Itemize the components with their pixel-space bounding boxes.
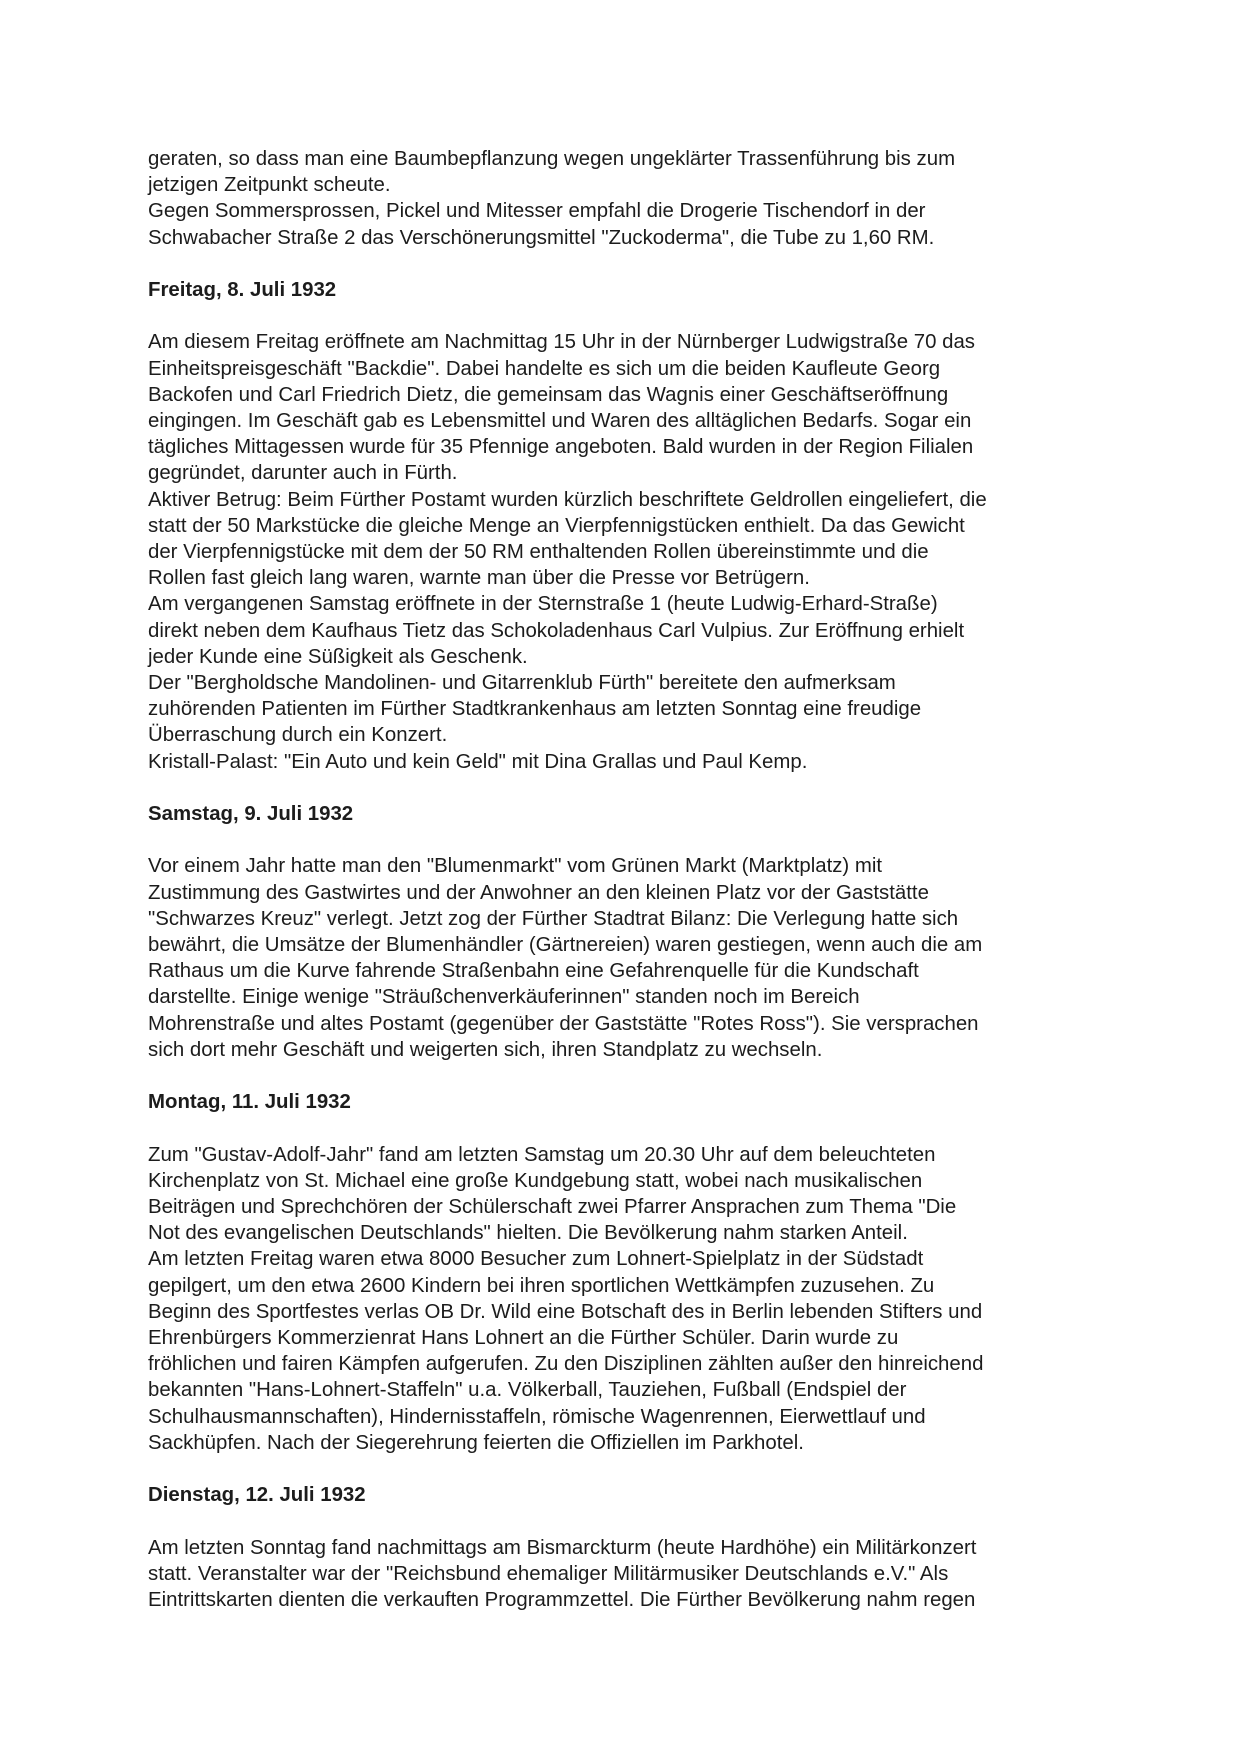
paragraph xyxy=(148,329,1108,486)
text-line: gepilgert, um den etwa 2600 Kindern bei ihren sportlichen Wettkämpfen zuzusehen. Zu xyxy=(148,1274,935,1297)
text-line: Gegen Sommersprossen, Pickel und Mitesser empfahl die Drogerie Tischendorf in der xyxy=(148,200,926,223)
text-line: eingingen. Im Geschäft gab es Lebensmittel und Waren des alltäglichen Bedarfs. Sogar ein xyxy=(148,410,972,432)
text-line: bekannten "Hans-Lohnert-Staffeln" u.a. Völkerball, Tauziehen, Fußball (Endspiel der xyxy=(148,1379,907,1402)
text-line: fröhlichen und fairen Kämpfen aufgerufen. Zu den Disziplinen zählten außer den hinreichend xyxy=(148,1353,984,1376)
date-heading: Samstag, 9. Juli 1932 xyxy=(148,803,354,826)
text-line: Not des evangelischen Deutschlands" hielten. Die Bevölkerung nahm starken Anteil. xyxy=(148,1222,908,1245)
paragraph xyxy=(148,1535,1108,1614)
text-line: zuhörenden Patienten im Fürther Stadtkrankenhaus am letzten Sonntag eine freudige xyxy=(148,698,922,721)
text-line: bewährt, die Umsätze der Blumenhändler (Gärtnereien) waren gestiegen, wenn auch die am xyxy=(148,934,983,957)
text-line: sich dort mehr Geschäft und weigerten sich, ihren Standplatz zu wechseln. xyxy=(148,1038,823,1061)
paragraph xyxy=(148,487,1108,592)
text-line: Schulhausmannschaften), Hindernisstaffeln, römische Wagenrennen, Eierwettlauf und xyxy=(148,1405,926,1428)
text-line: gegründet, darunter auch in Fürth. xyxy=(148,462,458,485)
text-line: Zum "Gustav-Adolf-Jahr" fand am letzten Samstag um 20.30 Uhr auf dem beleuchteten xyxy=(148,1143,936,1166)
paragraph xyxy=(148,1246,1108,1456)
text-line: Der "Bergholdsche Mandolinen- und Gitarrenklub Fürth" bereitete den aufmerksam xyxy=(148,672,896,695)
text-line: Vor einem Jahr hatte man den "Blumenmarkt" vom Grünen Markt (Marktplatz) mit xyxy=(148,855,883,878)
text-line: Kirchenplatz von St. Michael eine große Kundgebung statt, wobei nach musikalischen xyxy=(148,1169,923,1192)
date-heading: Montag, 11. Juli 1932 xyxy=(148,1091,351,1114)
text-line: Eintrittskarten dienten die verkauften Programmzettel. Die Fürther Bevölkerung nahm regen xyxy=(148,1589,976,1612)
text-line: Beiträgen und Sprechchören der Schülerschaft zwei Pfarrer Ansprachen zum Thema "Die xyxy=(148,1196,957,1219)
text-line: Am vergangenen Samstag eröffnete in der Sternstraße 1 (heute Ludwig-Erhard-Straße) xyxy=(148,593,938,616)
text-line: tägliches Mittagessen wurde für 35 Pfennige angeboten. Bald wurden in der Region Filialen xyxy=(148,436,974,459)
text-line: Rathaus um die Kurve fahrende Straßenbahn eine Gefahrenquelle für die Kundschaft xyxy=(148,960,919,983)
text-line: Aktiver Betrug: Beim Fürther Postamt wurden kürzlich beschriftete Geldrollen eingeliefert, die xyxy=(148,488,987,511)
text-line: Backofen und Carl Friedrich Dietz, die gemeinsam das Wagnis einer Geschäftseröffnung xyxy=(148,383,949,406)
text-line: statt der 50 Markstücke die gleiche Menge an Vierpfennigstücken enthielt. Da das Gewicht xyxy=(148,514,965,537)
document-section xyxy=(148,1456,1108,1613)
text-line: Am letzten Sonntag fand nachmittags am Bismarckturm (heute Hardhöhe) ein Militärkonzert xyxy=(148,1536,977,1559)
text-line: Rollen fast gleich lang waren, warnte man über die Presse vor Betrügern. xyxy=(148,567,810,590)
document-page xyxy=(148,146,1108,1613)
text-line: statt. Veranstalter war der "Reichsbund ehemaliger Militärmusiker Deutschlands e.V." Als xyxy=(148,1562,949,1585)
paragraph xyxy=(148,670,1108,749)
text-line: darstellte. Einige wenige "Sträußchenverkäuferinnen" standen noch im Bereich xyxy=(148,986,860,1009)
text-line: Zustimmung des Gastwirtes und der Anwohner an den kleinen Platz vor der Gaststätte xyxy=(148,881,929,904)
paragraph xyxy=(148,146,1108,198)
text-line: der Vierpfennigstücke mit dem der 50 RM enthaltenden Rollen übereinstimmte und die xyxy=(148,541,929,564)
text-line: geraten, so dass man eine Baumbepflanzung wegen ungeklärter Trassenführung bis zum xyxy=(148,148,956,170)
document-section xyxy=(148,1063,1108,1456)
text-line: Ehrenbürgers Kommerzienrat Hans Lohnert an die Fürther Schüler. Darin wurde zu xyxy=(148,1327,899,1350)
paragraph xyxy=(148,853,1108,1063)
text-line: Überraschung durch ein Konzert. xyxy=(148,724,448,747)
text-line: Am diesem Freitag eröffnete am Nachmittag 15 Uhr in der Nürnberger Ludwigstraße 70 das xyxy=(148,331,975,354)
text-line: Schwabacher Straße 2 das Verschönerungsmittel "Zuckoderma", die Tube zu 1,60 RM. xyxy=(148,226,935,249)
text-line: jeder Kunde eine Süßigkeit als Geschenk. xyxy=(148,645,528,668)
paragraph xyxy=(148,1142,1108,1247)
text-line: Einheitspreisgeschäft "Backdie". Dabei handelte es sich um die beiden Kaufleute Georg xyxy=(148,357,941,380)
date-heading: Freitag, 8. Juli 1932 xyxy=(148,279,337,301)
text-line: Kristall-Palast: "Ein Auto und kein Geld" mit Dina Grallas und Paul Kemp. xyxy=(148,750,808,773)
text-line: "Schwarzes Kreuz" verlegt. Jetzt zog der Fürther Stadtrat Bilanz: Die Verlegung hatte sich xyxy=(148,907,959,930)
document-section xyxy=(148,146,1108,251)
document-section xyxy=(148,775,1108,1063)
text-line: Beginn des Sportfestes verlas OB Dr. Wild eine Botschaft des in Berlin lebenden Stifters und xyxy=(148,1300,983,1323)
document-section xyxy=(148,251,1108,775)
text-line: jetzigen Zeitpunkt scheute. xyxy=(148,174,391,197)
paragraph xyxy=(148,198,1108,250)
text-line: Am letzten Freitag waren etwa 8000 Besucher zum Lohnert-Spielplatz in der Südstadt xyxy=(148,1248,924,1271)
text-line: Sackhüpfen. Nach der Siegerehrung feierten die Offiziellen im Parkhotel. xyxy=(148,1431,804,1454)
date-heading: Dienstag, 12. Juli 1932 xyxy=(148,1484,366,1507)
paragraph xyxy=(148,749,1108,775)
text-line: direkt neben dem Kaufhaus Tietz das Schokoladenhaus Carl Vulpius. Zur Eröffnung erhielt xyxy=(148,619,965,642)
paragraph xyxy=(148,591,1108,670)
text-line: Mohrenstraße und altes Postamt (gegenüber der Gaststätte "Rotes Ross"). Sie versprachen xyxy=(148,1012,979,1035)
